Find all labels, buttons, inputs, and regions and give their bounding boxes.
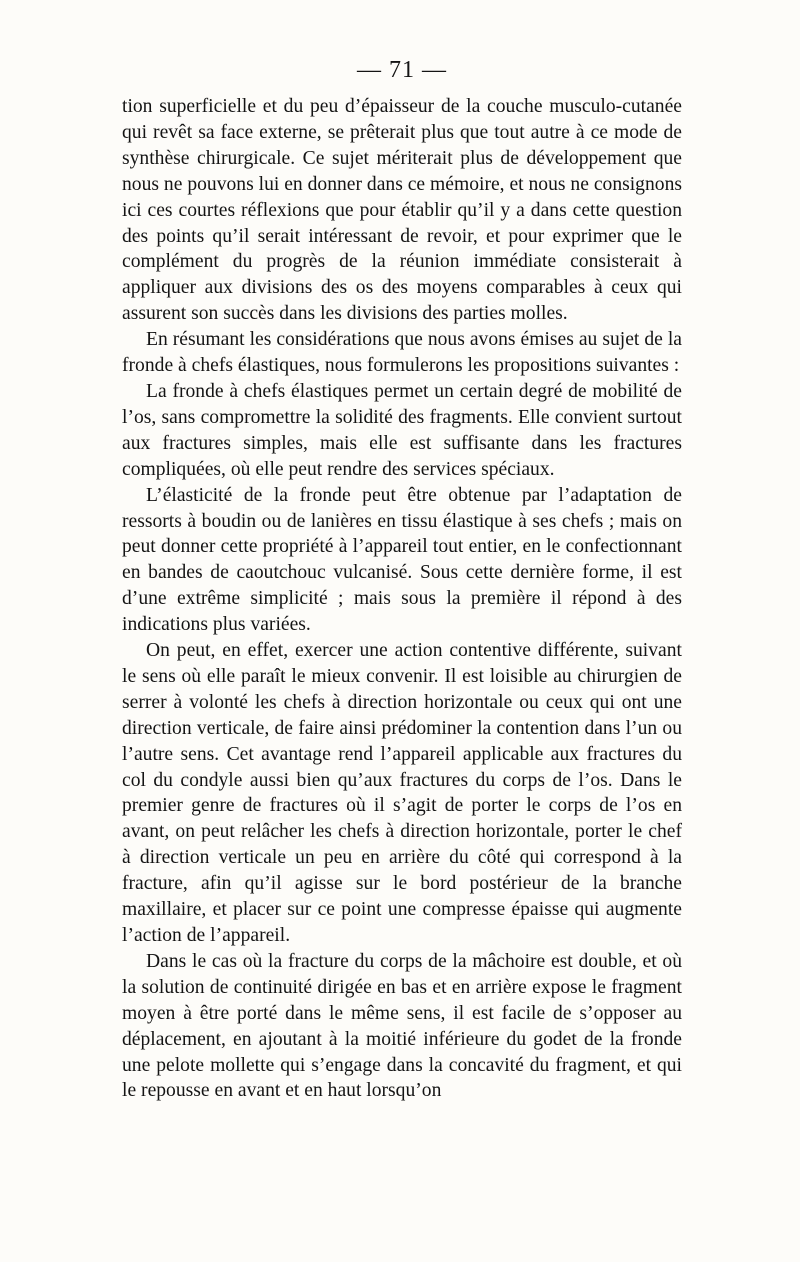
book-page <box>122 50 682 1104</box>
paragraph: L’élasticité de la fronde peut être obtenue par l’adaptation de ressorts à boudin ou de lanières en tissu élastique à ses chefs ; mais on peut donner cette propriété à l’appareil tout entier, en le confectionnant en bandes de caoutchouc vulcanisé. Sous cette dernière forme, il est d’une extrême simplicité ; mais sous la première il répond à des indications plus variées. <box>122 484 682 636</box>
paragraph: On peut, en effet, exercer une action contentive différente, suivant le sens où elle paraît le mieux convenir. Il est loisible au chirurgien de serrer à volonté les chefs à direction horizontale ou ceux qui ont une direction verticale, de faire ainsi prédominer la contention dans l’un ou l’autre sens. Cet avantage rend l’appareil applicable aux fractures du col du condyle aussi bien qu’aux fractures du corps de l’os. Dans le premier genre de fractures où il s’agit de porter le corps de l’os en avant, on peut relâcher les chefs à direction horizontale, porter le chef à direction verticale un peu en arrière du côté qui correspond à la fracture, afin qu’il agisse sur le bord postérieur de la branche maxillaire, et placer sur ce point une compresse épaisse qui augmente l’action de l’appareil. <box>122 640 682 946</box>
paragraph: Dans le cas où la fracture du corps de la mâchoire est double, et où la solution de continuité dirigée en bas et en arrière expose le fragment moyen à être porté dans le même sens, il est facile de s’opposer au déplacement, en ajoutant à la moitié inférieure du godet de la fronde une pelote mollette qui s’engage dans la concavité du fragment, et qui le repousse en avant et en haut lorsqu’on <box>122 950 682 1102</box>
page-number: — 71 — <box>357 57 447 83</box>
paragraph: tion superficielle et du peu d’épaisseur de la couche musculo-cutanée qui revêt sa face externe, se prêterait plus que tout autre à ce mode de synthèse chirurgicale. Ce sujet mériterait plus de développement que nous ne pouvons lui en donner dans ce mémoire, et nous ne consignons ici ces courtes réflexions que pour établir qu’il y a dans cette question des points qu’il serait intéressant de revoir, et pour exprimer que le complément du progrès de la réunion immédiate consisterait à appliquer aux divisions des os des moyens comparables à ceux qui assurent son succès dans les divisions des parties molles. <box>122 96 682 325</box>
body-text <box>122 94 682 1104</box>
paragraph: En résumant les considérations que nous avons émises au sujet de la fronde à chefs élastiques, nous formulerons les propositions suivantes : <box>122 329 682 377</box>
paragraph: La fronde à chefs élastiques permet un certain degré de mobilité de l’os, sans compromettre la solidité des fragments. Elle convient surtout aux fractures simples, mais elle est suffisante dans les fractures compliquées, où elle peut rendre des services spéciaux. <box>122 380 682 480</box>
